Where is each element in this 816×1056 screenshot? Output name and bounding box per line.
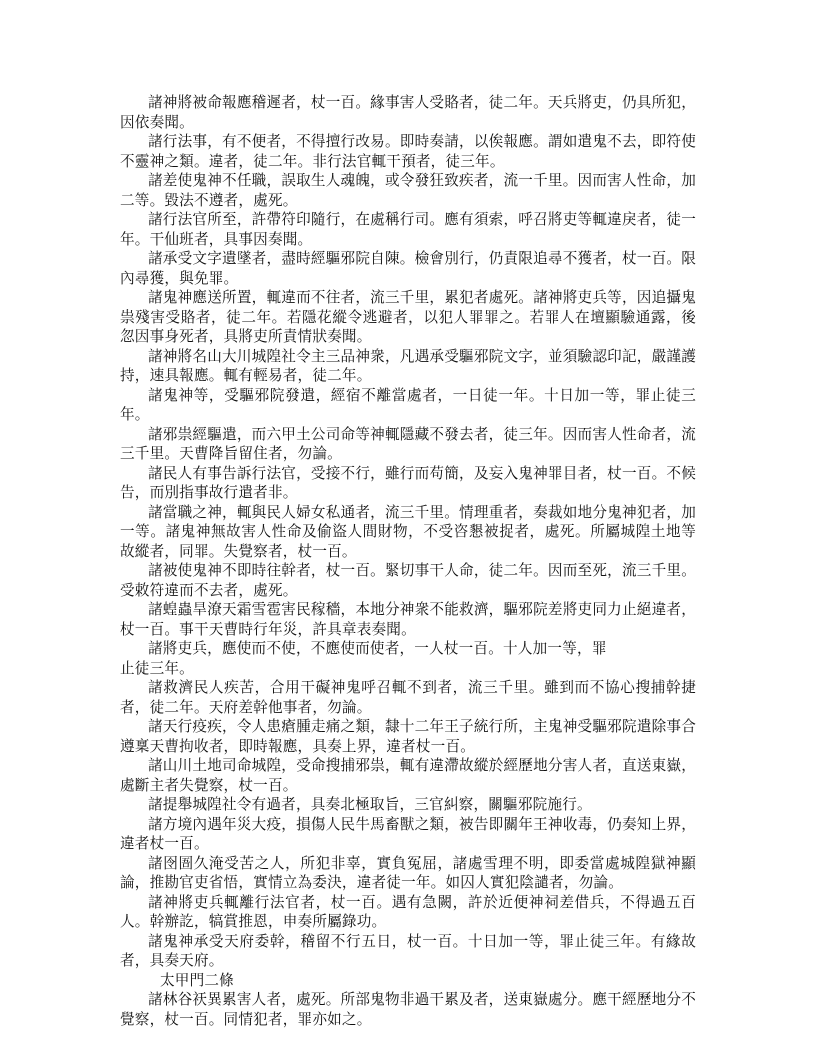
paragraph: 諸林谷祆異累害人者，處死。所部鬼物非過干累及者，送東嶽處分。應干經歷地分不覺察，杖一百。同情犯者，罪亦如之。: [120, 991, 696, 1028]
paragraph: 諸神將名山大川城隍社令主三品神衆，凡遇承受驅邪院文字，並須驗認印記，嚴謹護持，速具報應。輒有輕易者，徒二年。: [120, 347, 696, 384]
paragraph: 諸當職之神，輒與民人婦女私通者，流三千里。情理重者，奏裁如地分鬼神犯者，加一等。諸鬼神無故害人性命及偷盜人間財物，不受咨懇被捉者，處死。所屬城隍土地等故縱者，同罪。失覺察者，杖一百。: [120, 503, 696, 560]
paragraph: 諸囹圄久淹受苦之人，所犯非辜，實負冤屈，諸處雪理不明，即委當處城隍獄神顯論，推勘官吏省悟，實情立為委決，違者徒一年。如囚人實犯陰譴者，勿論。: [120, 854, 696, 891]
paragraph: 諸差使鬼神不任職，誤取生人魂魄，或令發狂致疾者，流一千里。因而害人性命，加二等。毀法不遵者，處死。: [120, 172, 696, 209]
paragraph: 諸神將被命報應稽遲者，杖一百。緣事害人受賂者，徒二年。天兵將吏，仍具所犯，因依奏聞。: [120, 94, 696, 131]
paragraph: 諸提舉城隍社令有過者，具奏北極取旨，三官糾察，關驅邪院施行。: [148, 796, 592, 813]
paragraph: 諸神將吏兵輒離行法官者，杖一百。遇有急闕，許於近便神祠差借兵，不得過五百人。幹辦訖，犒賞推恩，申奏所屬錄功。: [120, 893, 696, 930]
paragraph: 諸被使鬼神不即時往幹者，杖一百。緊切事干人命，徒二年。因而至死，流三千里。受敕符違而不去者，處死。: [120, 562, 696, 599]
paragraph: 諸救濟民人疾苦，合用干礙神鬼呼召輒不到者，流三千里。雖到而不協心搜捕幹捷者，徒二年。天府差幹他事者，勿論。: [120, 679, 696, 716]
paragraph: 諸山川土地司命城隍，受命搜捕邪祟，輒有違滯故縱於經歷地分害人者，直送東嶽，處斷主者失覺察，杖一百。: [120, 757, 696, 794]
document-page: [120, 93, 696, 1029]
paragraph: 諸鬼神承受天府委幹，稽留不行五日，杖一百。十日加一等，罪止徒三年。有緣故者，具奏天府。: [120, 932, 696, 969]
paragraph: 諸邪祟經驅遣，而六甲土公司命等神輒隱藏不發去者，徒三年。因而害人性命者，流三千里。天曹降旨留住者，勿論。: [120, 425, 696, 462]
paragraph: 諸鬼神應送所置，輒違而不往者，流三千里，累犯者處死。諸神將吏兵等，因追攝鬼祟殘害受賂者，徒二年。若隱花縱令逃避者，以犯人罪罪之。若罪人在壇顯驗通露，後忽因事身死者，具將吏所責情狀奏聞。: [120, 289, 696, 345]
section-heading: 太甲門二條: [160, 971, 234, 989]
paragraph: 諸鬼神等，受驅邪院發遣，經宿不離當處者，一日徒一年。十日加一等，罪止徒三年。: [120, 386, 696, 423]
paragraph: 諸民人有事告訴行法官，受接不行，雖行而苟簡，及妄入鬼神罪目者，杖一百。不候告，而別指事故行遣者非。: [120, 464, 696, 501]
paragraph: 諸承受文字遺墜者，盡時經驅邪院自陳。檢會別行，仍責限追尋不獲者，杖一百。限內尋獲，與免罪。: [120, 250, 696, 287]
paragraph: 諸行法官所至，許帶符印隨行，在處稱行司。應有須索，呼召將吏等輒違戾者，徒一年。干仙班者，具事因奏聞。: [120, 211, 696, 248]
paragraph: 諸天行疫疾，令人患瘡腫走痛之類，隸十二年王子統行所，主鬼神受驅邪院遣除事合遵稟天曹拘收者，即時報應，具奏上界，違者杖一百。: [120, 718, 696, 755]
paragraph: 諸將吏兵，應使而不使，不應使而使者，一人杖一百。十人加一等，罪 止徒三年。: [120, 640, 607, 677]
paragraph: 諸蝗蟲旱潦天霜雪雹害民稼穡，本地分神衆不能救濟，驅邪院差將吏同力止絕違者，杖一百。事干天曹時行年災，許具章表奏聞。: [120, 601, 696, 638]
paragraph: 諸行法事，有不便者，不得擅行改易。即時奏請，以俟報應。謂如遣鬼不去，即符使不靈神之類。違者，徒二年。非行法官輒干預者，徒三年。: [120, 133, 696, 170]
paragraph: 諸方境內遇年災大疫，損傷人民牛馬畜獸之類，被告即關年王神收毒，仍奏知上界，違者杖一百。: [120, 815, 696, 852]
